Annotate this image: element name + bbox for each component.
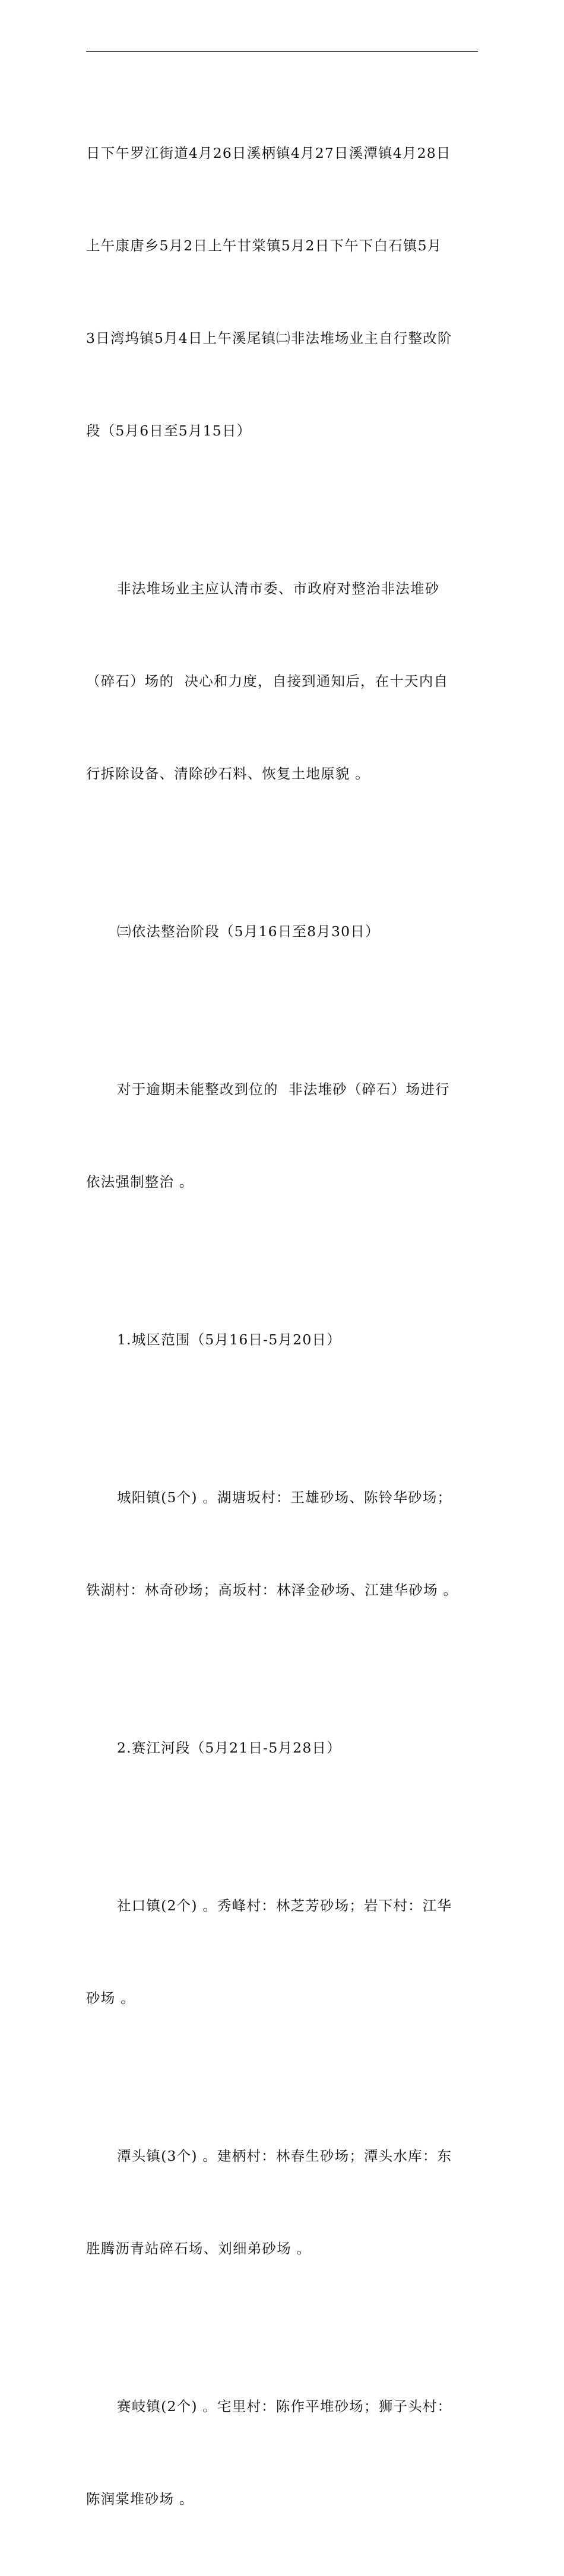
text-line: 赛岐镇(2个) 。宅里村：陈作平堆砂场；狮子头村： xyxy=(117,2398,452,2415)
text-line: 1.城区范围（5月16日-5月20日） xyxy=(117,1331,341,1348)
text-line: 潭头镇(3个) 。建柄村：林春生砂场；潭头水库：东 xyxy=(117,2148,452,2164)
paragraph-forced-rectification xyxy=(86,1012,478,1259)
paragraph-tantou-town xyxy=(86,2079,478,2326)
subheading-saijiang-river xyxy=(86,1671,478,1825)
text-line: 日下午罗江街道4月26日溪柄镇4月27日溪潭镇4月28日 xyxy=(86,145,451,161)
paragraph-continuation xyxy=(86,76,478,508)
text-line: 铁湖村：林奇砂场；高坂村：林泽金砂场、江建华砂场 。 xyxy=(86,1582,458,1598)
text-line: （碎石）场的 决心和力度，自接到通知后，在十天内自 xyxy=(86,673,449,689)
text-line: 上午康唐乡5月2日上午甘棠镇5月2日下午下白石镇5月 xyxy=(86,237,442,254)
text-line: ㈢依法整治阶段（5月16日至8月30日） xyxy=(117,923,380,940)
document-body xyxy=(86,76,478,2576)
paragraph-saiqi-town xyxy=(86,2329,478,2576)
text-line: 胜腾沥青站碎石场、刘细弟砂场 。 xyxy=(86,2240,312,2257)
text-line: 段（5月6日至5月15日） xyxy=(86,422,252,439)
text-line: 依法强制整治 。 xyxy=(86,1173,194,1190)
text-line: 陈润棠堆砂场 。 xyxy=(86,2491,194,2507)
paragraph-self-rectification xyxy=(86,511,478,851)
text-line: 3日湾坞镇5月4日上午溪尾镇㈡非法堆场业主自行整改阶 xyxy=(86,330,452,346)
header-rule xyxy=(86,51,478,52)
text-line: 非法堆场业主应认清市委、市政府对整治非法堆砂 xyxy=(117,580,440,597)
text-line: 对于逾期未能整改到位的 非法堆砂（碎石）场进行 xyxy=(117,1081,450,1098)
text-line: 行拆除设备、清除砂石料、恢复土地原貌 。 xyxy=(86,765,370,782)
text-line: 砂场 。 xyxy=(86,1990,135,2006)
subheading-urban-area xyxy=(86,1262,478,1417)
paragraph-shekou-town xyxy=(86,1828,478,2075)
section-heading-lawful-rectification xyxy=(86,854,478,1009)
paragraph-chengyang-town xyxy=(86,1420,478,1667)
text-line: 社口镇(2个) 。秀峰村：林芝芳砂场；岩下村：江华 xyxy=(117,1897,452,1914)
text-line: 2.赛江河段（5月21日-5月28日） xyxy=(117,1739,341,1756)
text-line: 城阳镇(5个) 。湖塘坂村：王雄砂场、陈铃华砂场； xyxy=(117,1489,452,1506)
